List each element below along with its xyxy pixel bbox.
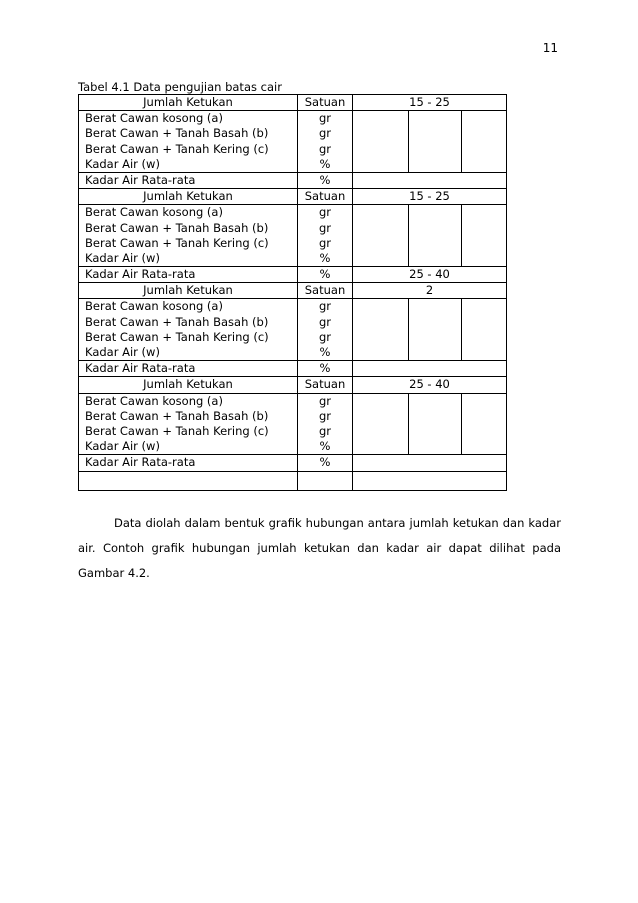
row-label: Kadar Air (w) [85, 439, 160, 454]
header-value: 15 - 25 [353, 189, 507, 204]
row-unit: % [319, 345, 331, 359]
average-value [353, 361, 507, 376]
average-value: 25 - 40 [353, 267, 507, 282]
row-label: Berat Cawan + Tanah Basah (b) [85, 408, 269, 423]
average-label: Kadar Air Rata-rata [78, 361, 298, 376]
row-unit: gr [318, 393, 332, 408]
header-label: Jumlah Ketukan [78, 377, 298, 392]
value-cells [353, 394, 507, 455]
paragraph-text: Data diolah dalam bentuk grafik hubungan antara jumlah ketukan dan kadar air. Contoh grafik hubungan jumlah ketukan dan kadar air dapat dilihat pada Gambar 4.2. [78, 516, 561, 580]
row-unit: gr [318, 423, 332, 438]
row-unit: gr [318, 235, 332, 250]
average-row [78, 360, 507, 376]
row-label: Kadar Air (w) [85, 250, 160, 265]
row-unit: gr [318, 126, 332, 141]
row-label: Berat Cawan + Tanah Basah (b) [85, 126, 269, 141]
average-row [78, 266, 507, 282]
section-header-row [78, 188, 507, 204]
empty-row [78, 471, 507, 491]
header-unit: Satuan [298, 95, 353, 110]
row-label: Kadar Air (w) [85, 345, 160, 359]
section-header-row [78, 282, 507, 298]
average-label: Kadar Air Rata-rata [78, 455, 298, 470]
row-label: Berat Cawan + Tanah Kering (c) [85, 141, 269, 156]
measurement-block [78, 298, 507, 360]
row-unit: gr [318, 205, 332, 220]
average-unit: % [298, 173, 353, 188]
section-header-row [78, 94, 507, 110]
average-unit: % [298, 455, 353, 470]
row-unit: gr [318, 329, 332, 344]
table-section [78, 376, 507, 470]
table-section [78, 282, 507, 376]
row-unit: gr [318, 220, 332, 235]
value-cells [353, 299, 507, 360]
row-label: Berat Cawan + Tanah Kering (c) [85, 329, 269, 344]
row-unit: gr [318, 408, 332, 423]
measurement-block [78, 393, 507, 455]
row-unit: gr [318, 141, 332, 156]
header-label: Jumlah Ketukan [78, 189, 298, 204]
header-unit: Satuan [298, 377, 353, 392]
row-label: Berat Cawan kosong (a) [85, 299, 223, 314]
average-value [353, 173, 507, 188]
average-label: Kadar Air Rata-rata [78, 173, 298, 188]
row-unit: gr [318, 314, 332, 329]
average-row [78, 454, 507, 470]
value-cells [353, 111, 507, 172]
row-label: Berat Cawan + Tanah Kering (c) [85, 423, 269, 438]
page-number: 11 [542, 41, 558, 55]
average-unit: % [298, 361, 353, 376]
header-label: Jumlah Ketukan [78, 95, 298, 110]
row-label: Berat Cawan kosong (a) [85, 111, 223, 126]
value-cells [353, 205, 507, 266]
average-unit: % [298, 267, 353, 282]
row-unit: gr [318, 111, 332, 126]
header-value: 2 [353, 283, 507, 298]
measurement-block [78, 204, 507, 266]
header-value: 25 - 40 [353, 377, 507, 392]
row-label: Berat Cawan + Tanah Kering (c) [85, 235, 269, 250]
section-header-row [78, 376, 507, 392]
body-paragraph [78, 511, 561, 586]
measurement-block [78, 110, 507, 172]
data-table [78, 94, 507, 491]
header-label: Jumlah Ketukan [78, 283, 298, 298]
row-unit: % [319, 156, 331, 171]
table-section [78, 188, 507, 282]
average-row [78, 172, 507, 188]
header-unit: Satuan [298, 283, 353, 298]
row-label: Berat Cawan kosong (a) [85, 393, 223, 408]
header-unit: Satuan [298, 189, 353, 204]
table-section [78, 94, 507, 188]
row-unit: % [319, 250, 331, 265]
row-label: Berat Cawan + Tanah Basah (b) [85, 314, 269, 329]
average-label: Kadar Air Rata-rata [78, 267, 298, 282]
row-unit: gr [318, 299, 332, 314]
average-value [353, 455, 507, 470]
row-unit: % [319, 439, 331, 454]
table-caption: Tabel 4.1 Data pengujian batas cair [78, 80, 282, 94]
row-label: Kadar Air (w) [85, 156, 160, 171]
header-value: 15 - 25 [353, 95, 507, 110]
row-label: Berat Cawan + Tanah Basah (b) [85, 220, 269, 235]
row-label: Berat Cawan kosong (a) [85, 205, 223, 220]
